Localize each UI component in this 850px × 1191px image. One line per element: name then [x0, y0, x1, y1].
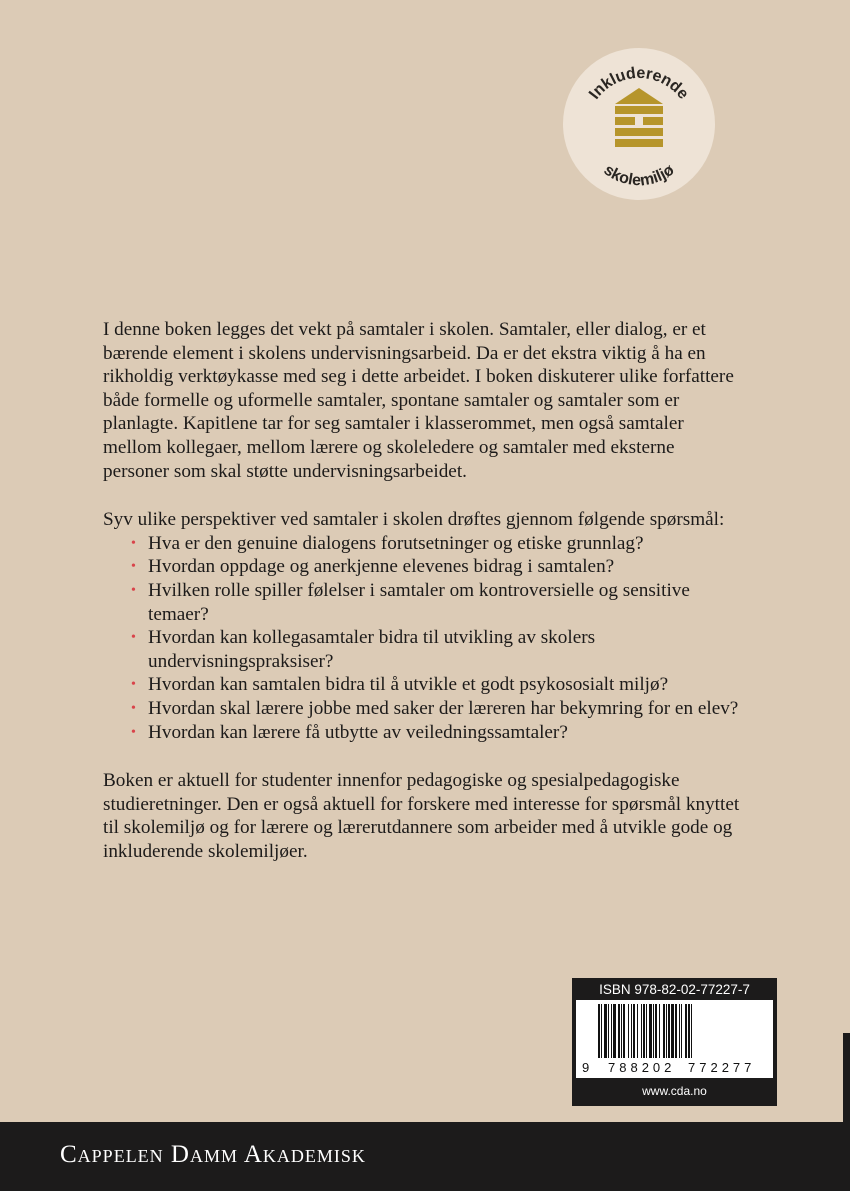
barcode-digit-first: 9: [582, 1060, 590, 1075]
barcode-bar: [685, 1004, 687, 1058]
description-paragraph: I denne boken legges det vekt på samtaler i skolen. Samtaler, eller dialog, er et bærende element i skolens undervisningsarbeid. Da er det ekstra viktig å ha en rikholdig verktøykasse med seg i dette arbeidet. I boken diskuterer ulike forfattere både formelle og uformelle samtaler, spontane samtaler og samtaler som er planlagte. Kapitlene tar for seg samtaler i klasserommet, men også samtaler mellom kollegaer, mellom lærere og skoleledere og samtaler med eksterne personer som skal støtte undervisningsarbeidet.: [103, 319, 734, 482]
barcode-bar: [621, 1004, 622, 1058]
question-list: [103, 532, 743, 744]
barcode-bar: [681, 1004, 682, 1058]
publisher-name: Cappelen Damm Akademisk: [60, 1141, 366, 1168]
barcode-bar: [666, 1004, 667, 1058]
barcode-bar: [649, 1004, 652, 1058]
barcode-bar: [608, 1004, 609, 1058]
barcode-bar: [641, 1004, 642, 1058]
barcode-bar: [655, 1004, 657, 1058]
barcode-bar: [618, 1004, 620, 1058]
publisher-footer: [0, 1122, 850, 1191]
barcode-bar: [691, 1004, 692, 1058]
list-item: • Hvilken rolle spiller følelser i samtaler om kontroversielle og sensitive temaer?: [148, 579, 743, 626]
badge-top-text: Inkluderende: [586, 64, 692, 103]
isbn-barcode-block: [572, 978, 777, 1106]
barcode-digit-group-1: 788202: [608, 1060, 676, 1075]
list-item: • Hvordan oppdage og anerkjenne elevenes bidrag i samtalen?: [148, 555, 743, 579]
barcode-bar: [623, 1004, 625, 1058]
barcode-digit-group-2: 772277: [688, 1060, 756, 1075]
series-badge-graphic: [563, 48, 715, 200]
barcode-bar: [598, 1004, 600, 1058]
barcode-bar: [613, 1004, 616, 1058]
list-item: • Hvordan kan samtalen bidra til å utvikle et godt psykososialt miljø?: [148, 673, 743, 697]
barcode-bar: [611, 1004, 612, 1058]
badge-bottom-text: skolemiljø: [600, 161, 678, 190]
barcode-bar: [643, 1004, 645, 1058]
barcode-bar: [633, 1004, 635, 1058]
barcode-bar: [668, 1004, 670, 1058]
edge-strip: [843, 1033, 850, 1123]
barcode-bar: [679, 1004, 680, 1058]
isbn-label: ISBN 978-82-02-77227-7: [599, 982, 750, 997]
barcode-bar: [688, 1004, 690, 1058]
house-icon: [615, 88, 663, 147]
barcode-bar: [637, 1004, 638, 1058]
barcode-bars: [576, 1000, 773, 1060]
barcode-bar: [628, 1004, 629, 1058]
publisher-url: www.cda.no: [642, 1084, 707, 1098]
audience-paragraph: Boken er aktuell for studenter innenfor pedagogiske og spesialpedagogiske studieretninger. Den er også aktuell for forskere med interesse for spørsmål knyttet til skolemiljø og for lærere og lærerutdannere som arbeider med å utvikle gode og inkluderende skolemiljøer.: [103, 770, 740, 862]
barcode-bar: [604, 1004, 607, 1058]
barcode-bar: [675, 1004, 677, 1058]
questions-intro: Syv ulike perspektiver ved samtaler i skolen drøftes gjennom følgende spørsmål:: [103, 509, 725, 531]
barcode-bar: [671, 1004, 674, 1058]
barcode-bar: [663, 1004, 665, 1058]
list-item: • Hvordan skal lærere jobbe med saker der læreren har bekymring for en elev?: [148, 697, 743, 721]
barcode: [576, 1000, 773, 1060]
list-item: • Hvordan kan lærere få utbytte av veiledningssamtaler?: [148, 721, 743, 745]
list-item: • Hva er den genuine dialogens forutsetninger og etiske grunnlag?: [148, 532, 743, 556]
barcode-bar: [653, 1004, 654, 1058]
list-item: • Hvordan kan kollegasamtaler bidra til utvikling av skolers undervisningspraksiser?: [148, 626, 743, 673]
back-cover-text: [103, 318, 743, 863]
barcode-digits: [576, 1060, 773, 1078]
barcode-bar: [631, 1004, 632, 1058]
series-badge: [563, 48, 715, 200]
barcode-bar: [601, 1004, 602, 1058]
barcode-bar: [646, 1004, 647, 1058]
barcode-bar: [659, 1004, 660, 1058]
